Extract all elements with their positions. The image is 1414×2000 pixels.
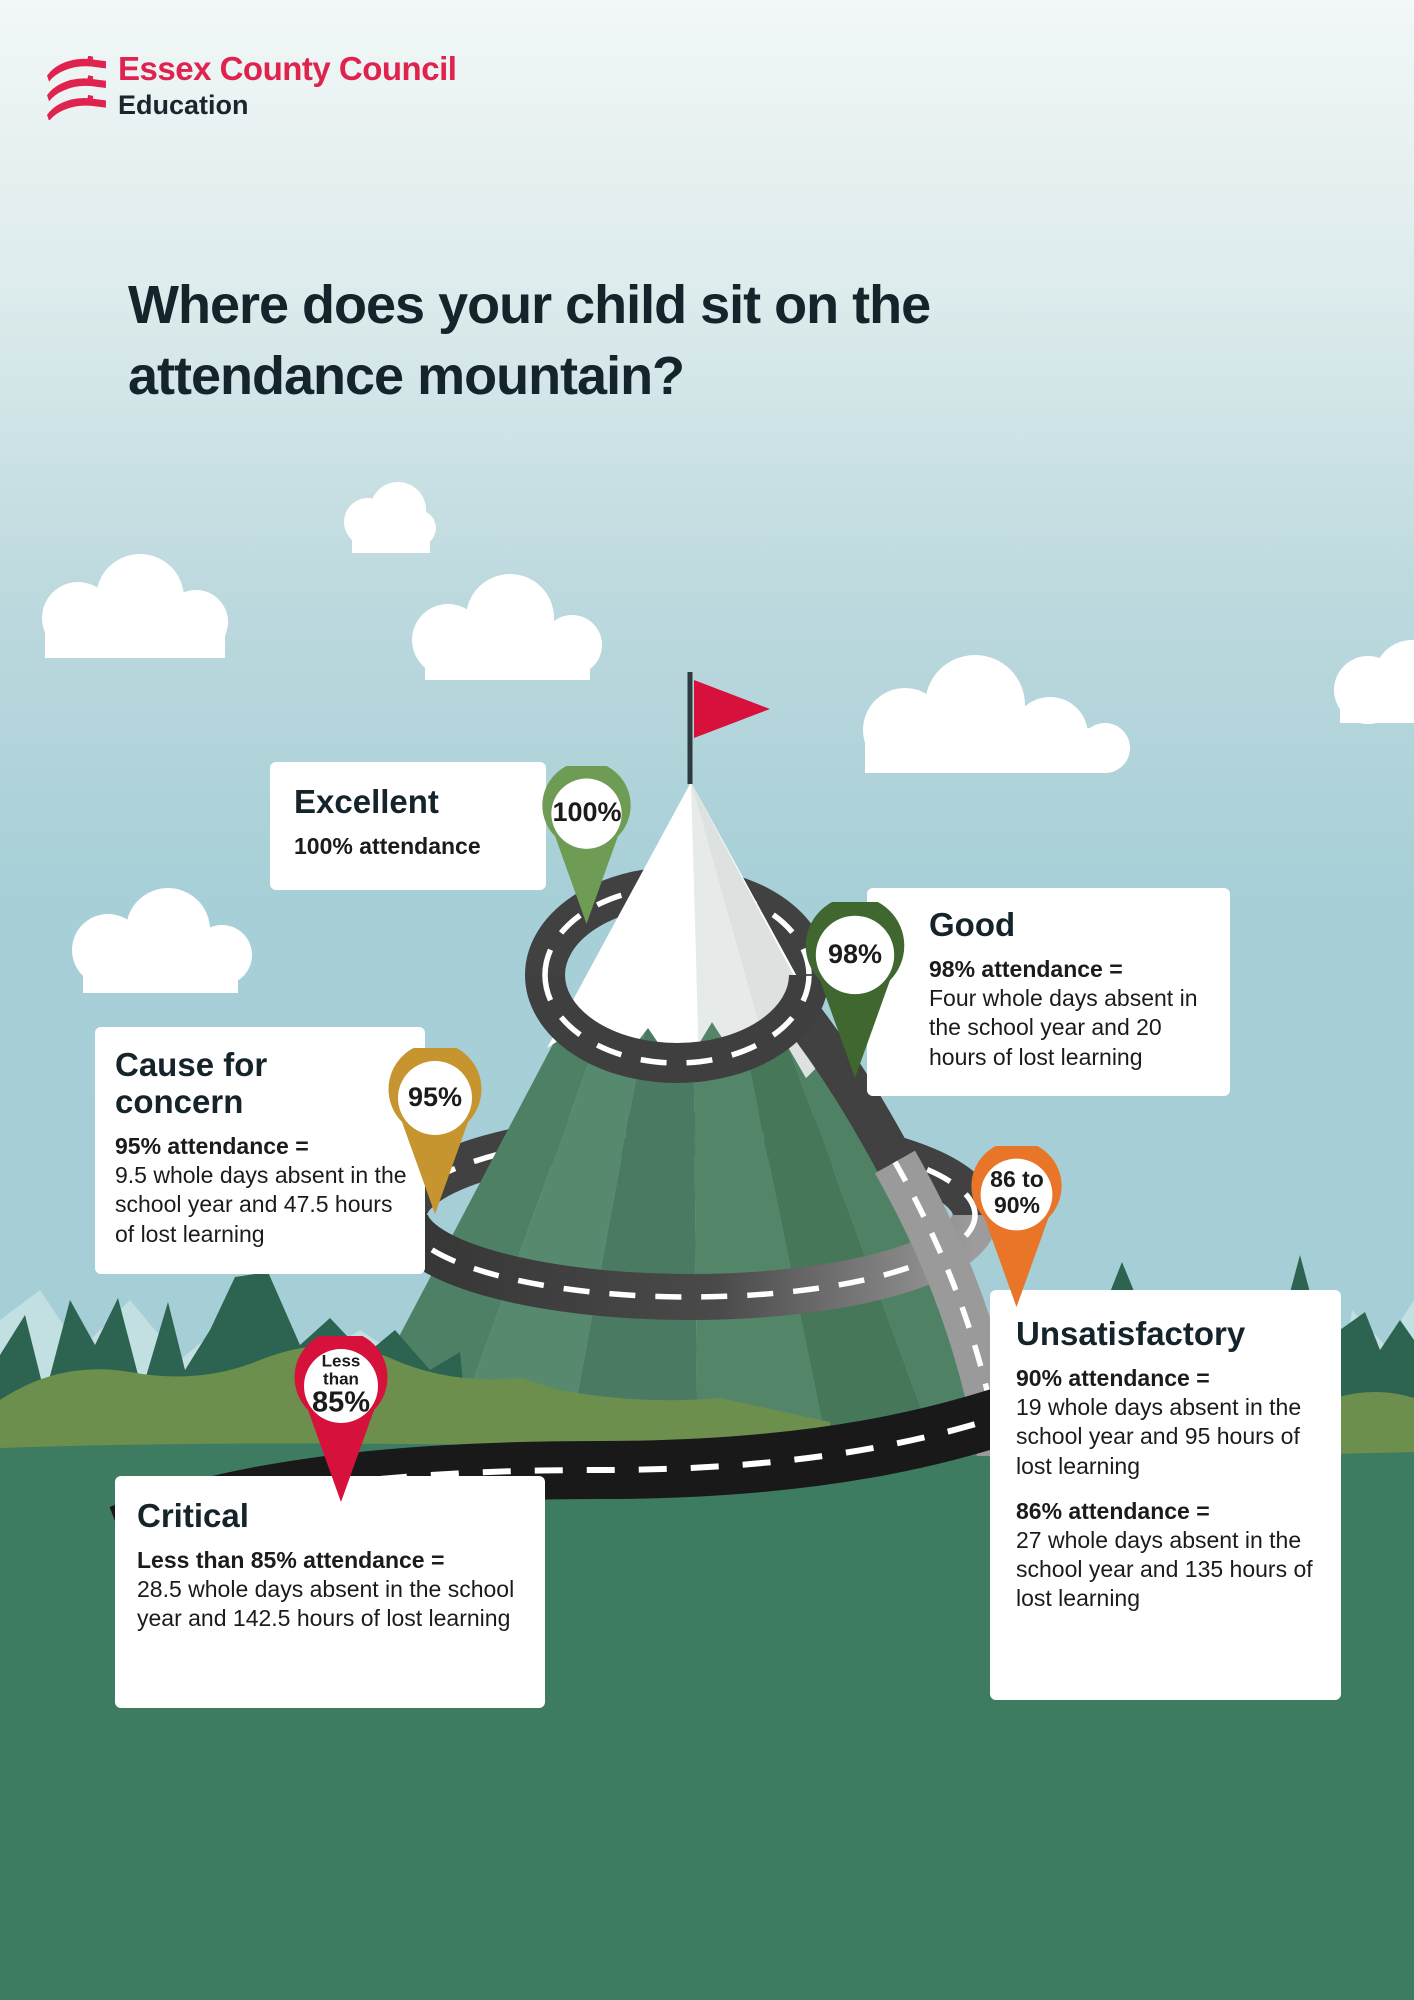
pin-less-than-85-label xyxy=(312,1352,370,1417)
pin-98-percent-label: 98% xyxy=(827,938,883,969)
pin-less-line2: than xyxy=(323,1369,359,1389)
critical-box xyxy=(115,1476,545,1708)
good-heading: Good xyxy=(929,906,1016,943)
unsatisfactory-p2-lead: 86% attendance = xyxy=(1016,1497,1210,1524)
olive-hills-right xyxy=(1335,1392,1414,1462)
cause-for-concern-box xyxy=(95,1027,425,1274)
excellent-heading: Excellent xyxy=(294,783,439,820)
pin-100-percent-label: 100% xyxy=(552,796,622,827)
concern-body: 9.5 whole days absent in the school year and 47.5 hours of lost learning xyxy=(115,1162,407,1247)
good-lead: 98% attendance = xyxy=(929,955,1123,982)
excellent-lead: 100% attendance xyxy=(294,832,481,859)
concern-heading: Cause for concern xyxy=(115,1046,268,1120)
pin-86-90-line2: 90% xyxy=(993,1191,1041,1218)
unsatisfactory-box xyxy=(990,1290,1341,1700)
pin-95-percent-label: 95% xyxy=(407,1081,463,1112)
pin-86-90-percent-label xyxy=(990,1167,1044,1219)
unsatisfactory-heading: Unsatisfactory xyxy=(1016,1315,1246,1352)
pin-98-percent-icon xyxy=(802,902,908,1080)
good-body: Four whole days absent in the school year and 20 hours of lost learning xyxy=(929,985,1198,1070)
pin-less-line3: 85% xyxy=(311,1386,371,1419)
pin-less-line1: Less xyxy=(321,1351,361,1371)
pin-95-percent-icon xyxy=(385,1048,485,1216)
critical-lead: Less than 85% attendance = xyxy=(137,1546,445,1573)
pin-86-90-line1: 86 to xyxy=(990,1166,1044,1193)
pin-100-percent-icon xyxy=(539,766,634,926)
critical-heading: Critical xyxy=(137,1497,249,1534)
unsatisfactory-p1-lead: 90% attendance = xyxy=(1016,1364,1210,1391)
concern-lead: 95% attendance = xyxy=(115,1132,309,1159)
unsatisfactory-p1-body: 19 whole days absent in the school year and 95 hours of lost learning xyxy=(1016,1394,1302,1479)
excellent-box xyxy=(270,762,546,890)
brand-name: Essex County Council xyxy=(118,50,457,87)
essex-seaxes-icon xyxy=(46,56,108,120)
page-title: Where does your child sit on the attendance mountain? xyxy=(128,275,931,407)
unsatisfactory-p2-body: 27 whole days absent in the school year and 135 hours of lost learning xyxy=(1016,1526,1313,1612)
critical-body: 28.5 whole days absent in the school year and 142.5 hours of lost learning xyxy=(137,1576,515,1632)
brand-department: Education xyxy=(118,89,249,120)
logo xyxy=(46,52,456,120)
good-box xyxy=(867,888,1230,1096)
